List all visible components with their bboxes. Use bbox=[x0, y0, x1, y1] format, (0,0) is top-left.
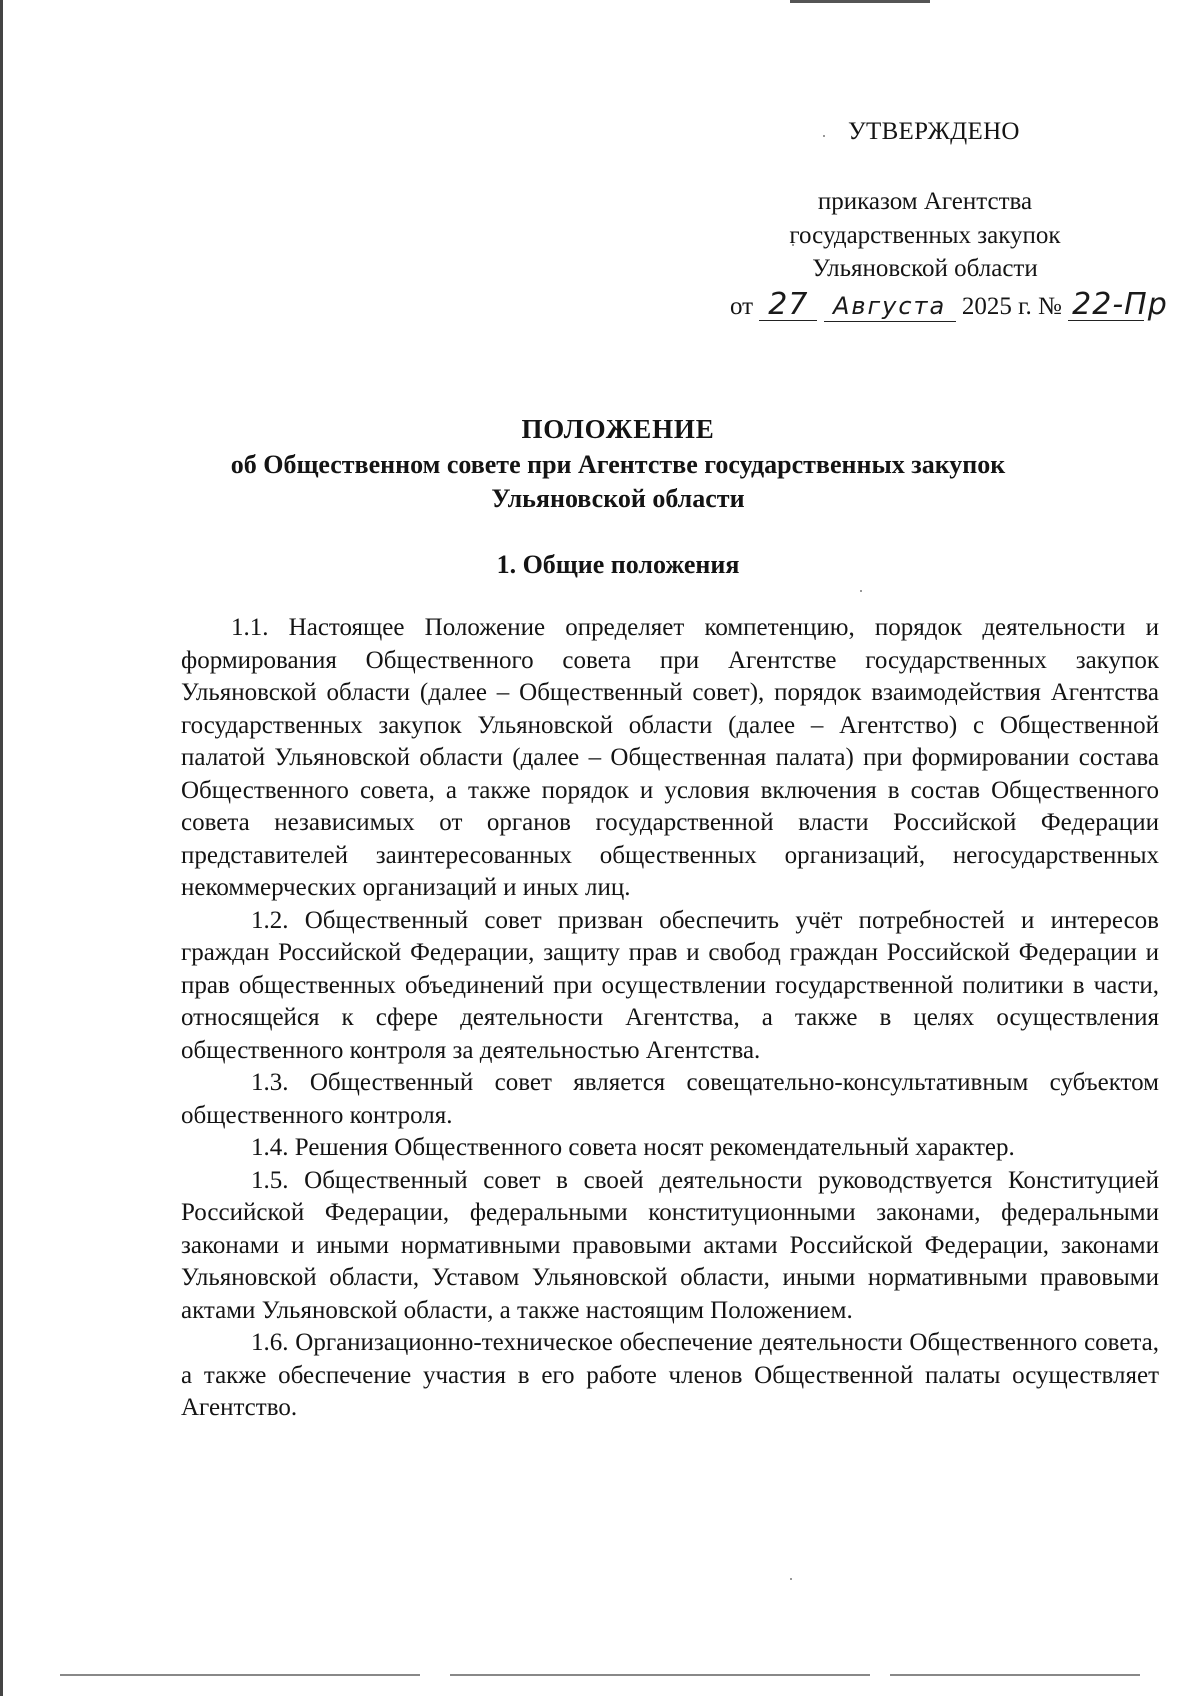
document-body bbox=[181, 612, 1159, 1425]
paragraph-1-6: 1.6. Организационно-техническое обеспечение деятельности Общественного совета, а также обеспечение участия в его работе членов Общественной палаты осуществляет Агентство. bbox=[181, 1329, 1159, 1421]
handwritten-day: 27 bbox=[759, 290, 817, 321]
scan-speck bbox=[823, 135, 825, 137]
approval-line-3: Ульяновской области bbox=[812, 255, 1038, 282]
date-year: 2025 г. № bbox=[961, 293, 1062, 320]
scan-line-bottom bbox=[890, 1674, 1140, 1676]
section-heading: 1. Общие положения bbox=[496, 550, 740, 579]
paragraph-1-1: 1.1. Настоящее Положение определяет компетенцию, порядок деятельности и формирования Общественного совета при Агентстве государственных закупок Ульяновской области (далее – Общественный совет), порядок взаимодействия Агентства государственных закупок Ульяновской области (далее – Агентство) с Общественной палатой Ульяновской области (далее – Общественная палата) при формировании состава Общественного совета, а также порядок и условия включения в состав Общественного совета независимых от органов государственной власти Российской Федерации представителей заинтересованных общественных организаций, негосударственных некоммерческих организаций и иных лиц. bbox=[181, 614, 1159, 901]
scan-mark-top bbox=[790, 0, 930, 3]
handwritten-month: Августа bbox=[824, 291, 956, 322]
scan-edge-left bbox=[0, 0, 3, 1696]
approval-line-2: государственных закупок bbox=[789, 222, 1061, 249]
document-subtitle-line-2: Ульяновской области bbox=[491, 484, 745, 513]
order-date-line bbox=[730, 287, 1168, 322]
document-subtitle-line-1: об Общественном совете при Агентстве государственных закупок bbox=[230, 450, 1006, 479]
document-title: ПОЛОЖЕНИЕ bbox=[521, 414, 715, 444]
paragraph-1-4: 1.4. Решения Общественного совета носят рекомендательный характер. bbox=[251, 1134, 1015, 1161]
scan-line-bottom bbox=[450, 1674, 870, 1676]
approval-heading: УТВЕРЖДЕНО bbox=[848, 118, 1020, 145]
paragraph-1-3: 1.3. Общественный совет является совещательно-консультативным субъектом общественного контроля. bbox=[181, 1069, 1159, 1129]
scan-speck bbox=[790, 1578, 792, 1580]
handwritten-order-number: 22-Пр bbox=[1068, 290, 1144, 321]
date-prefix: от bbox=[730, 293, 754, 320]
scan-speck bbox=[860, 590, 862, 592]
approval-line-1: приказом Агентства bbox=[817, 188, 1033, 215]
paragraph-1-5: 1.5. Общественный совет в своей деятельности руководствуется Конституцией Российской Федерации, федеральными конституционными законами, федеральными законами и иными нормативными правовыми актами Российской Федерации, законами Ульяновской области, Уставом Ульяновской области, иными нормативными правовыми актами Ульяновской области, а также настоящим Положением. bbox=[181, 1166, 1159, 1324]
scan-line-bottom bbox=[60, 1674, 420, 1676]
paragraph-1-2: 1.2. Общественный совет призван обеспечить учёт потребностей и интересов граждан Российской Федерации, защиту прав и свобод граждан Российской Федерации и прав общественных объединений при осуществлении государственной политики в части, относящейся к сфере деятельности Агентства, а также в целях осуществления общественного контроля за деятельностью Агентства. bbox=[181, 906, 1159, 1064]
